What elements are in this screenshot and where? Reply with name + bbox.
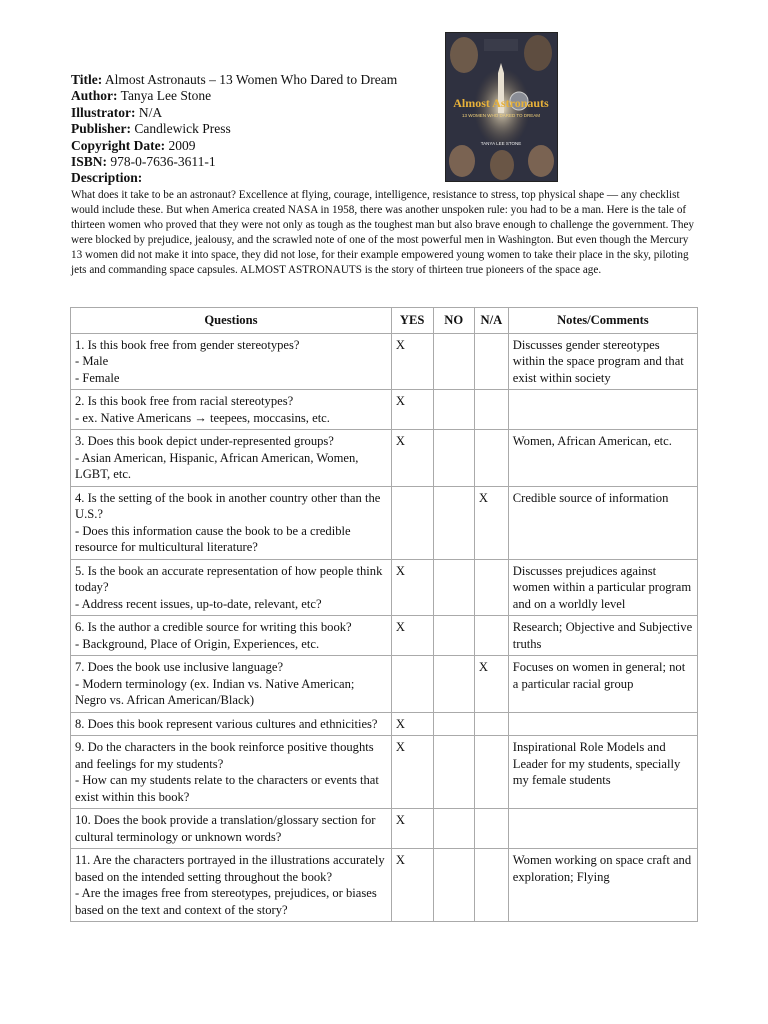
table-row (71, 333, 698, 390)
no-cell (433, 430, 474, 487)
na-cell (474, 616, 508, 656)
question-text: - Are the images free from stereotypes, prejudices, or biases based on the text and context of the story? (75, 886, 377, 917)
no-cell (433, 736, 474, 809)
na-cell (474, 736, 508, 809)
question-text: - Background, Place of Origin, Experiences, etc. (75, 636, 320, 651)
notes-cell: Women, African American, etc. (508, 430, 697, 487)
question-cell (71, 712, 392, 736)
yes-cell (391, 486, 433, 559)
question-cell (71, 390, 392, 430)
question-cell (71, 486, 392, 559)
question-cell (71, 656, 392, 713)
header-yes: YES (391, 308, 433, 334)
no-cell (433, 333, 474, 390)
question-text: - Female (75, 370, 120, 385)
notes-cell: Inspirational Role Models and Leader for my students, specially my female students (508, 736, 697, 809)
yes-cell: X (391, 736, 433, 809)
question-text: - Address recent issues, up-to-date, relevant, etc? (75, 596, 322, 611)
notes-cell (508, 809, 697, 849)
question-cell (71, 849, 392, 922)
book-metadata (71, 72, 397, 187)
question-text: 10. Does the book provide a translation/glossary section for cultural terminology or unknown words? (75, 813, 376, 844)
question-text: - Male (75, 354, 109, 368)
question-text: - Asian American, Hispanic, African American, Women, LGBT, etc. (75, 450, 359, 481)
copyright-label: Copyright Date: (71, 137, 166, 153)
book-illustrator: N/A (138, 104, 163, 120)
cover-illustration (446, 33, 557, 181)
table-row (71, 656, 698, 713)
book-author: Tanya Lee Stone (120, 88, 212, 104)
na-cell: X (474, 486, 508, 559)
yes-cell: X (391, 390, 433, 430)
question-text: 5. Is the book an accurate representation of how people think today? (75, 563, 383, 594)
na-cell (474, 559, 508, 616)
book-cover-image (445, 32, 558, 182)
notes-cell: Research; Objective and Subjective truths (508, 616, 697, 656)
illustrator-label: Illustrator: (71, 104, 136, 120)
table-row (71, 736, 698, 809)
cover-subtitle: 13 WOMEN WHO DARED TO DREAM (461, 113, 541, 118)
question-text: 3. Does this book depict under-represented groups? (75, 434, 334, 448)
question-cell (71, 616, 392, 656)
table-row (71, 430, 698, 487)
na-cell: X (474, 656, 508, 713)
notes-cell: Discusses prejudices against women within a particular program and on a worldly level (508, 559, 697, 616)
book-description: What does it take to be an astronaut? Excellence at flying, courage, intelligence, resistance to stress, top physical shape — any checklist would include these. But when America created NASA in 1958, there was another unspoken rule: you had to be a man. Here is the tale of thirteen women who proved that they were not only as tough as the toughest man but also brave enough to challenge the government. They were blocked by prejudice, jealousy, and the scrawled note of one of the most powerful men in Washington. But even though the Mercury 13 women did not make it into space, they did not lose, for their example empowered young women to take their place in the sky, piloting jets and commanding space capsules. ALMOST ASTRONAUTS is the story of thirteen true pioneers of the space age. (71, 189, 695, 276)
no-cell (433, 559, 474, 616)
na-cell (474, 333, 508, 390)
table-row (71, 616, 698, 656)
publisher-label: Publisher: (71, 121, 132, 137)
yes-cell: X (391, 333, 433, 390)
question-cell (71, 809, 392, 849)
yes-cell: X (391, 616, 433, 656)
notes-cell (508, 390, 697, 430)
notes-cell: Focuses on women in general; not a particular racial group (508, 656, 697, 713)
question-cell (71, 333, 392, 390)
evaluation-table (70, 307, 698, 922)
yes-cell: X (391, 809, 433, 849)
book-publisher: Candlewick Press (134, 121, 231, 137)
author-label: Author: (71, 88, 118, 104)
book-copyright: 2009 (168, 137, 196, 153)
copyright-row (71, 138, 397, 154)
question-cell (71, 559, 392, 616)
table-header-row (71, 308, 698, 334)
question-cell (71, 736, 392, 809)
table-row (71, 486, 698, 559)
question-text: 8. Does this book represent various cultures and ethnicities? (75, 716, 378, 731)
cover-author: TANYA LEE STONE (480, 141, 522, 146)
no-cell (433, 616, 474, 656)
header-no: NO (433, 308, 474, 334)
yes-cell: X (391, 430, 433, 487)
cover-title: Almost Astronauts (453, 96, 549, 110)
title-row (71, 72, 397, 88)
yes-cell: X (391, 559, 433, 616)
no-cell (433, 390, 474, 430)
na-cell (474, 390, 508, 430)
na-cell (474, 430, 508, 487)
notes-cell: Credible source of information (508, 486, 697, 559)
question-text: - Modern terminology (ex. Indian vs. Native American; Negro vs. African American/Black) (75, 676, 355, 707)
table-row (71, 849, 698, 922)
book-isbn: 978-0-7636-3611-1 (110, 154, 216, 170)
question-text: 1. Is this book free from gender stereotypes? (75, 337, 300, 352)
table-row (71, 809, 698, 849)
notes-cell: Discusses gender stereotypes within the space program and that exist within society (508, 333, 697, 390)
header-na: N/A (474, 308, 508, 334)
yes-cell: X (391, 712, 433, 736)
notes-cell (508, 712, 697, 736)
question-cell (71, 430, 392, 487)
header-notes: Notes/Comments (508, 308, 697, 334)
question-text: 9. Do the characters in the book reinforce positive thoughts and feelings for my students? (75, 740, 374, 771)
yes-cell (391, 656, 433, 713)
author-row (71, 88, 397, 104)
yes-cell: X (391, 849, 433, 922)
title-label: Title: (71, 72, 103, 87)
no-cell (433, 712, 474, 736)
question-text: 7. Does the book use inclusive language? (75, 660, 284, 674)
no-cell (433, 486, 474, 559)
question-text: - ex. Native Americans → teepees, moccasins, etc. (75, 410, 330, 425)
isbn-row (71, 154, 397, 170)
description-row (71, 170, 397, 186)
na-cell (474, 809, 508, 849)
book-title: Almost Astronauts – 13 Women Who Dared to Dream (104, 72, 398, 87)
publisher-row (71, 121, 397, 137)
isbn-label: ISBN: (71, 154, 108, 170)
na-cell (474, 712, 508, 736)
na-cell (474, 849, 508, 922)
description-label: Description: (71, 170, 143, 186)
no-cell (433, 656, 474, 713)
question-text: - Does this information cause the book to be a credible resource for multicultural literature? (75, 523, 351, 554)
no-cell (433, 849, 474, 922)
table-row (71, 559, 698, 616)
no-cell (433, 809, 474, 849)
header-questions: Questions (71, 308, 392, 334)
table-row (71, 390, 698, 430)
question-text: 6. Is the author a credible source for writing this book? (75, 620, 352, 634)
question-text: 4. Is the setting of the book in another country other than the U.S.? (75, 490, 381, 521)
notes-cell: Women working on space craft and exploration; Flying (508, 849, 697, 922)
table-row (71, 712, 698, 736)
question-text: 2. Is this book free from racial stereotypes? (75, 394, 294, 408)
illustrator-row (71, 105, 397, 121)
question-text: - How can my students relate to the characters or events that exist within this book? (75, 773, 379, 804)
table-body (71, 333, 698, 922)
question-text: 11. Are the characters portrayed in the illustrations accurately based on the intended setting throughout the book? (75, 853, 385, 884)
